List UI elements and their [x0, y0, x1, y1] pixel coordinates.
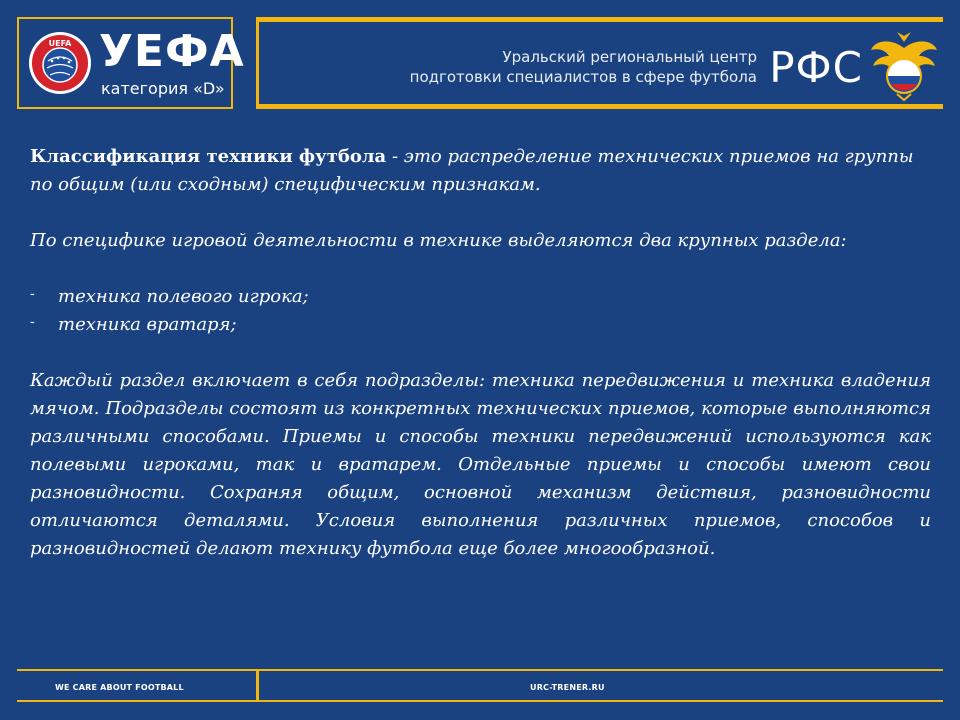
list-item: - техника полевого игрока; — [30, 283, 931, 311]
list-item: - техника вратаря; — [30, 311, 931, 339]
organization-line-1: Уральский региональный центр — [502, 48, 757, 66]
uefa-logo-icon — [28, 31, 92, 95]
organization-line-2: подготовки специалистов в сфере футбола — [409, 68, 757, 86]
footer-slogan: WE CARE ABOUT FOOTBALL — [55, 683, 184, 692]
dash-marker: - — [30, 314, 35, 330]
rfs-title: РФС — [769, 43, 863, 92]
sections-list — [30, 283, 931, 339]
footer-bottom-line — [17, 700, 943, 702]
footer-divider — [256, 669, 259, 702]
dash-marker: - — [30, 286, 35, 302]
uefa-title: УЕФА — [99, 26, 245, 77]
definition-term: Классификация техники футбола — [30, 146, 387, 167]
intro-paragraph: По специфике игровой деятельности в технике выделяются два крупных раздела: — [30, 230, 847, 251]
footer-website: URC-TRENER.RU — [530, 683, 605, 692]
footer-top-line — [17, 669, 943, 671]
slide-content — [30, 143, 931, 563]
svg-text:UEFA: UEFA — [48, 39, 72, 48]
rfs-header-box — [256, 17, 943, 109]
organization-name — [410, 47, 757, 87]
uefa-header-box — [17, 17, 245, 109]
definition-paragraph — [30, 143, 931, 199]
rfs-eagle-emblem-icon — [869, 28, 939, 102]
description-paragraph: Каждый раздел включает в себя подразделы: техника передвижения и техника владения мячом. Подразделы состоят из конкретных технических приемов, которые выполняются различными способами. Приемы и способы техники передвижений используются как полевыми игроками, так и вратарем. Отдельные приемы и способы имеют свои разновидности. Сохраняя общим, основной механизм действия, разновидности отличаются деталями. Условия выполнения различных приемов, способов и разновидностей делают технику футбола еще более многообразной. — [30, 370, 931, 559]
definition-text: - это распределение технических приемов на группы по общим (или сходным) специфическим признакам. — [30, 146, 914, 195]
uefa-category: категория «D» — [101, 79, 225, 98]
